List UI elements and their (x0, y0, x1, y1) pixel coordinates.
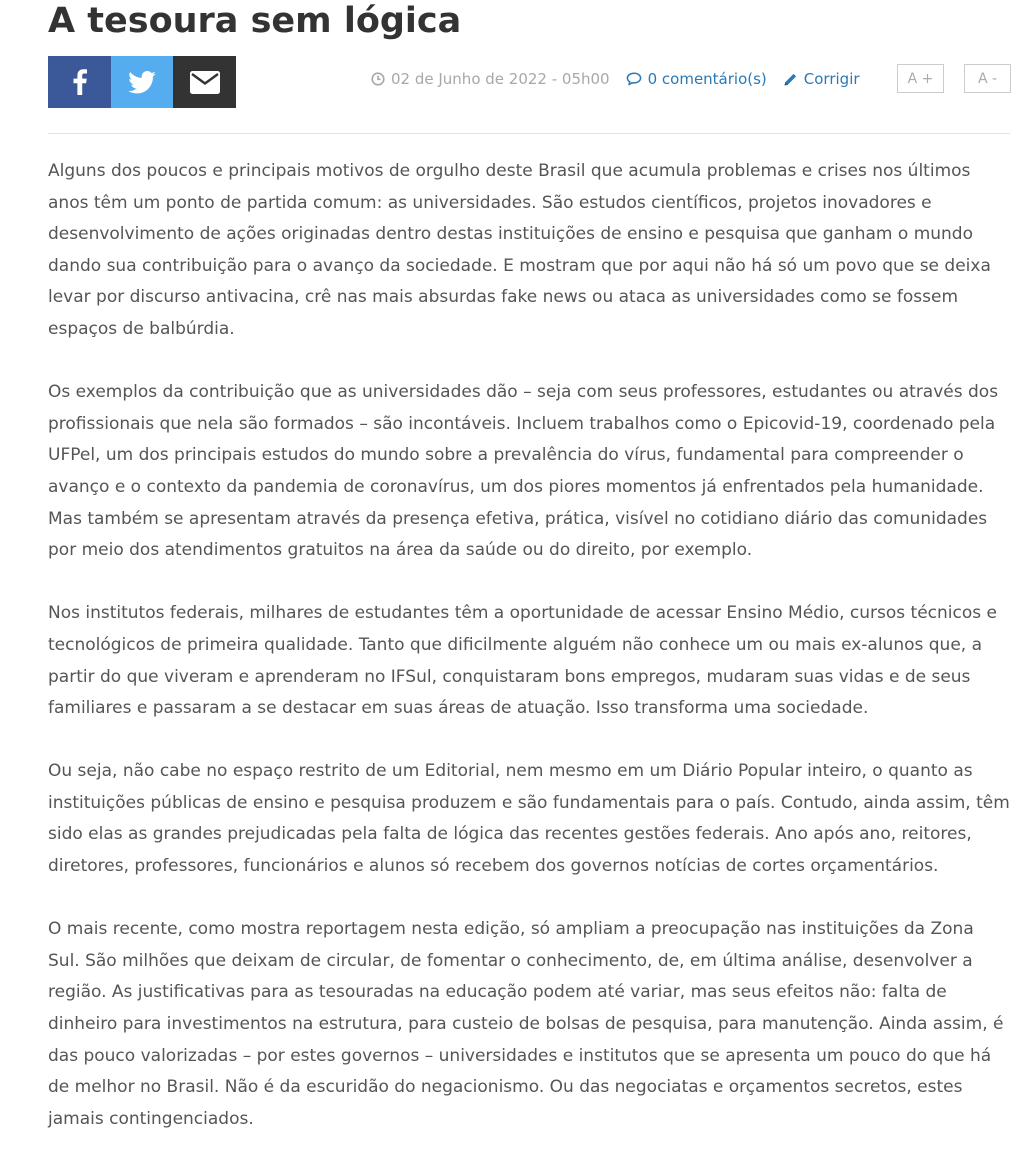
article-paragraph: O mais recente, como mostra reportagem nesta edição, só ampliam a preocupação nas instituições da Zona Sul. São milhões que deixam de circular, de fomentar o conhecimento, de, em última análise, desenvolver a região. As justificativas para as tesouradas na educação podem até variar, mas seus efeitos não: falta de dinheiro para investimentos na estrutura, para custeio de bolsas de pesquisa, para manutenção. Ainda assim, é das pouco valorizadas – por estes governos – universidades e institutos que se apresenta um pouco do que há de melhor no Brasil. Não é da escuridão do negacionismo. Ou das negociatas e orçamentos secretos, estes jamais contingenciados. (48, 919, 1004, 1129)
article-info (371, 68, 860, 90)
publish-date-text: 02 de Junho de 2022 - 05h00 (391, 70, 610, 88)
envelope-icon (190, 71, 220, 94)
article-meta-bar (48, 56, 1010, 134)
article-paragraph: Nos institutos federais, milhares de estudantes têm a oportunidade de acessar Ensino Médio, cursos técnicos e tecnológicos de primeira qualidade. Tanto que dificilmente alguém não conhece um ou mais ex-alunos que, a partir do que viveram e aprenderam no IFSul, conquistaram bons empregos, mudaram suas vidas e de seus familiares e passaram a se destacar em suas áreas de atuação. Isso transforma uma sociedade. (48, 603, 997, 719)
comment-icon (626, 72, 642, 86)
facebook-share-button[interactable] (48, 56, 111, 108)
article (48, 0, 1010, 1167)
pencil-icon (783, 72, 798, 87)
comments-link[interactable] (626, 68, 767, 90)
publish-date (371, 68, 610, 90)
article-paragraph: Os exemplos da contribuição que as universidades dão – seja com seus professores, estudantes ou através dos profissionais que nela são formados – são incontáveis. Incluem trabalhos como o Epicovid-19, coordenado pela UFPel, um dos principais estudos do mundo sobre a prevalência do vírus, fundamental para compreender o avanço e o contexto da pandemia de coronavírus, um dos piores momentos já enfrentados pela humanidade. Mas também se apresentam através da presença efetiva, prática, visível no cotidiano diário das comunidades por meio dos atendimentos gratuitos na área da saúde ou do direito, por exemplo. (48, 382, 999, 561)
clock-icon (371, 72, 385, 86)
article-paragraph: Alguns dos poucos e principais motivos de orgulho deste Brasil que acumula problemas e crises nos últimos anos têm um ponto de partida comum: as universidades. São estudos científicos, projetos inovadores e desenvolvimento de ações originadas dentro destas instituições de ensino e pesquisa que ganham o mundo dando sua contribuição para o avanço da sociedade. E mostram que por aqui não há só um povo que se deixa levar por discurso antivacina, crê nas mais absurdas fake news ou ataca as universidades como se fossem espaços de balbúrdia. (48, 161, 991, 339)
article-title: A tesoura sem lógica (48, 1, 462, 41)
article-paragraph: Ou seja, não cabe no espaço restrito de um Editorial, nem mesmo em um Diário Popular inteiro, o quanto as instituições públicas de ensino e pesquisa produzem e são fundamentais para o país. Contudo, ainda assim, têm sido elas as grandes prejudicadas pela falta de lógica das recentes gestões federais. Ano após ano, reitores, diretores, professores, funcionários e alunos só recebem dos governos notícias de cortes orçamentários. (48, 761, 1010, 877)
twitter-share-button[interactable] (111, 56, 173, 108)
twitter-icon (128, 71, 156, 94)
email-share-button[interactable] (173, 56, 236, 108)
share-buttons (48, 56, 236, 108)
corrigir-link[interactable] (783, 68, 860, 90)
font-decrease-button[interactable]: A - (964, 64, 1011, 93)
article-body (48, 156, 1010, 1135)
facebook-icon (73, 69, 87, 95)
corrigir-label: Corrigir (803, 70, 860, 88)
font-increase-button[interactable]: A + (897, 64, 944, 93)
comments-count: 0 comentário(s) (647, 70, 767, 88)
